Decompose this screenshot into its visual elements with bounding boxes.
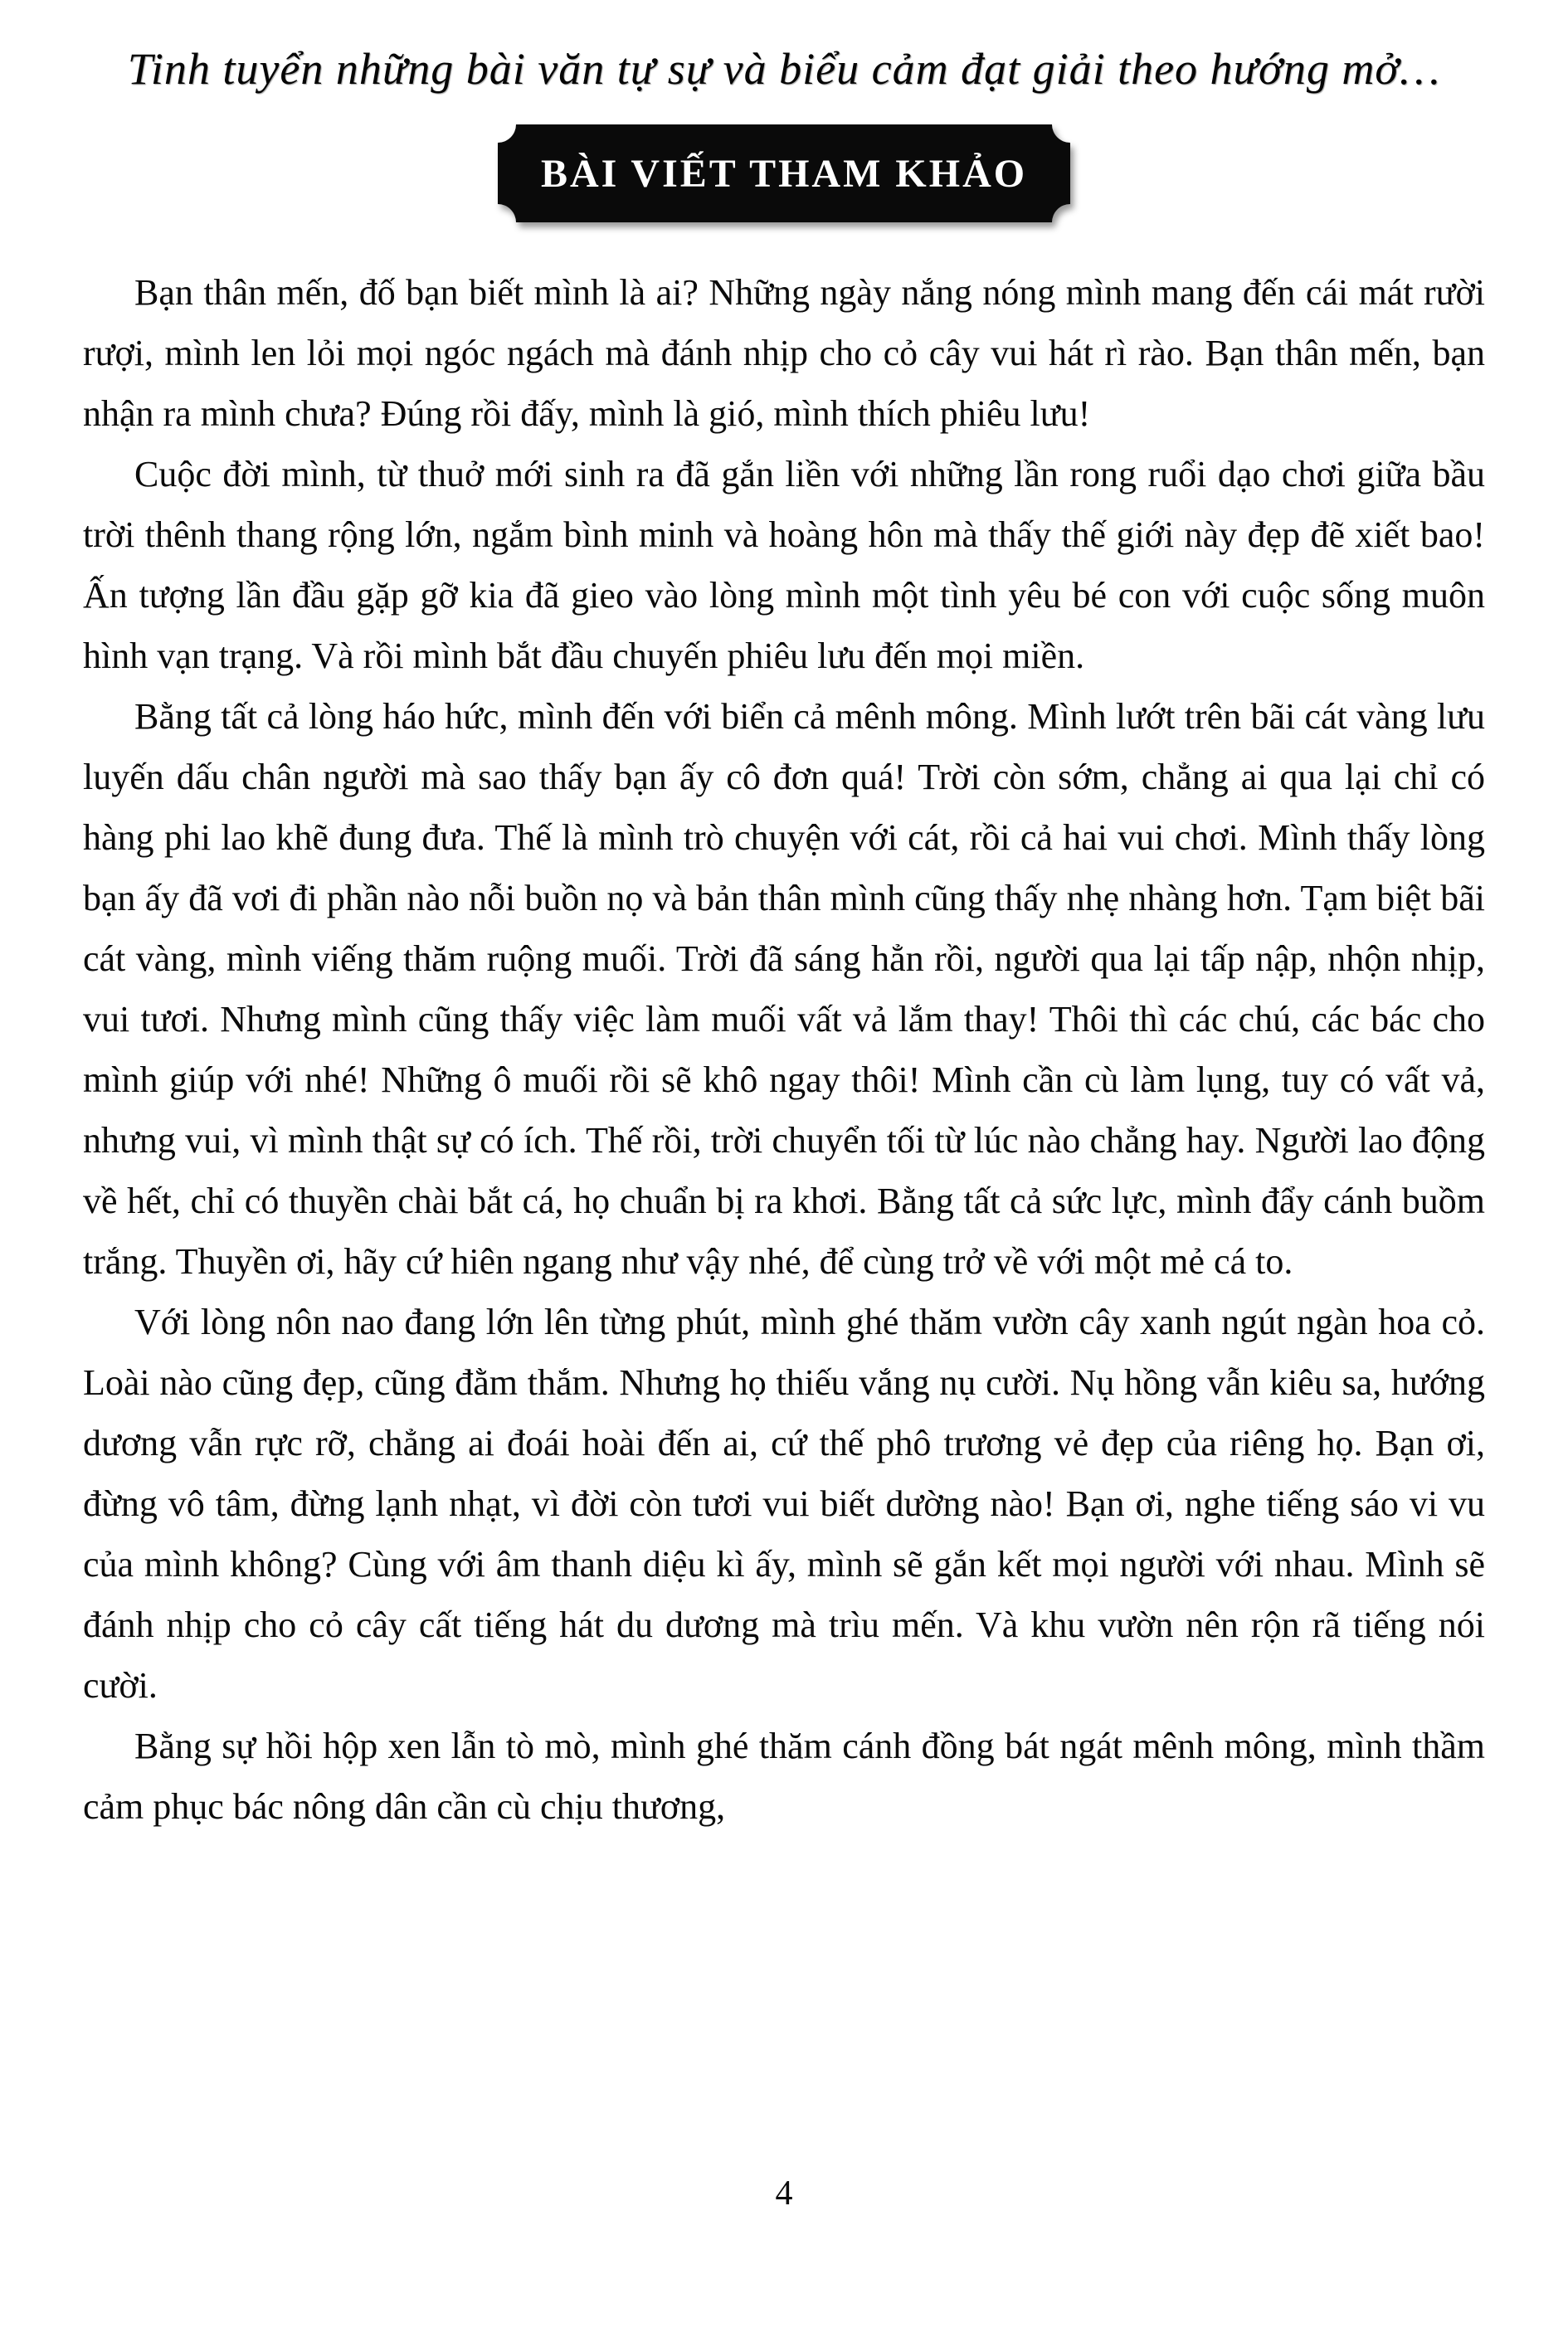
paragraph: Bằng tất cả lòng háo hức, mình đến với biển cả mênh mông. Mình lướt trên bãi cát vàng lưu luyến dấu chân người mà sao thấy bạn ấy cô đơn quá! Trời còn sớm, chẳng ai qua lại chỉ có hàng phi lao khẽ đung đưa. Thế là mình trò chuyện với cát, rồi cả hai vui chơi. Mình thấy lòng bạn ấy đã vơi đi phần nào nỗi buồn nọ và bản thân mình cũng thấy nhẹ nhàng hơn. Tạm biệt bãi cát vàng, mình viếng thăm ruộng muối. Trời đã sáng hẳn rồi, người qua lại tấp nập, nhộn nhịp, vui tươi. Nhưng mình cũng thấy việc làm muối vất vả lắm thay! Thôi thì các chú, các bác cho mình giúp với nhé! Những ô muối rồi sẽ khô ngay thôi! Mình cần cù làm lụng, tuy có vất vả, nhưng vui, vì mình thật sự có ích. Thế rồi, trời chuyển tối từ lúc nào chẳng hay. Người lao động về hết, chỉ có thuyền chài bắt cá, họ chuẩn bị ra khơi. Bằng tất cả sức lực, mình đẩy cánh buồm trắng. Thuyền ơi, hãy cứ hiên ngang như vậy nhé, để cùng trở về với một mẻ cá to. bbox=[83, 696, 1485, 1282]
paragraph: Bạn thân mến, đố bạn biết mình là ai? Những ngày nắng nóng mình mang đến cái mát rười rượi, mình len lỏi mọi ngóc ngách mà đánh nhịp cho cỏ cây vui hát rì rào. Bạn thân mến, bạn nhận ra mình chưa? Đúng rồi đấy, mình là gió, mình thích phiêu lưu! bbox=[83, 272, 1485, 434]
body-text bbox=[83, 262, 1485, 1837]
paragraph: Với lòng nôn nao đang lớn lên từng phút, mình ghé thăm vườn cây xanh ngút ngàn hoa cỏ. Loài nào cũng đẹp, cũng đằm thắm. Nhưng họ thiếu vắng nụ cười. Nụ hồng vẫn kiêu sa, hướng dương vẫn rực rỡ, chẳng ai đoái hoài đến ai, cứ thế phô trương vẻ đẹp của riêng họ. Bạn ơi, đừng vô tâm, đừng lạnh nhạt, vì đời còn tươi vui biết dường nào! Bạn ơi, nghe tiếng sáo vi vu của mình không? Cùng với âm thanh diệu kì ấy, mình sẽ gắn kết mọi người với nhau. Mình sẽ đánh nhịp cho cỏ cây cất tiếng hát du dương mà trìu mến. Và khu vườn nên rộn rã tiếng nói cười. bbox=[83, 1302, 1485, 1706]
paragraph: Bằng sự hồi hộp xen lẫn tò mò, mình ghé thăm cánh đồng bát ngát mênh mông, mình thầm cảm phục bác nông dân cần cù chịu thương, bbox=[83, 1726, 1485, 1827]
reference-banner bbox=[498, 124, 1070, 222]
paragraph: Cuộc đời mình, từ thuở mới sinh ra đã gắn liền với những lần rong ruổi dạo chơi giữa bầu trời thênh thang rộng lớn, ngắm bình minh và hoàng hôn mà thấy thế giới này đẹp đẽ xiết bao! Ấn tượng lần đầu gặp gỡ kia đã gieo vào lòng mình một tình yêu bé con với cuộc sống muôn hình vạn trạng. Và rồi mình bắt đầu chuyến phiêu lưu đến mọi miền. bbox=[83, 454, 1485, 676]
running-header: Tinh tuyển những bài văn tự sự và biểu cảm đạt giải theo hướng mở… bbox=[127, 44, 1441, 94]
page-number: 4 bbox=[775, 2174, 793, 2213]
banner-label: BÀI VIẾT THAM KHẢO bbox=[540, 151, 1028, 196]
